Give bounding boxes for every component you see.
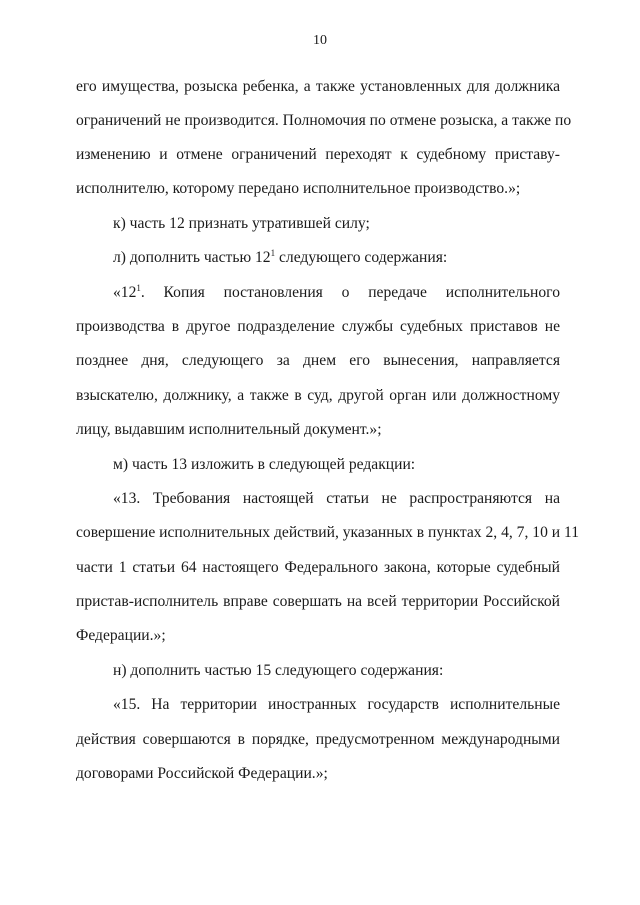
text-line: Федерации.»; [76, 627, 166, 644]
superscript: 1 [270, 248, 276, 258]
text-line: взыскателю, должнику, а также в суд, другой орган или должностному [76, 387, 560, 404]
text-line: ограничений не производится. Полномочия по отмене розыска, а также по [76, 112, 572, 129]
text-line [113, 283, 560, 303]
superscript: 1 [136, 283, 141, 293]
text-fragment: «12 [113, 284, 137, 301]
text-line: действия совершаются в порядке, предусмотренном международными [76, 731, 560, 748]
page-number: 10 [313, 33, 327, 48]
text-line: исполнителю, которому передано исполнительное производство.»; [76, 180, 521, 197]
text-line [113, 248, 560, 268]
text-line: м) часть 13 изложить в следующей редакции: [113, 456, 416, 473]
text-line: его имущества, розыска ребенка, а также установленных для должника [76, 78, 560, 95]
text-line: договорами Российской Федерации.»; [76, 765, 328, 782]
text-line: «13. Требования настоящей статьи не распространяются на [113, 490, 560, 507]
text-fragment: . Копия постановления о передаче исполнительного [140, 284, 560, 301]
text-line: части 1 статьи 64 настоящего Федерального закона, которые судебный [76, 559, 560, 576]
text-line: изменению и отмене ограничений переходят к судебному приставу- [76, 146, 560, 163]
text-fragment: следующего содержания: [275, 249, 448, 266]
text-line: производства в другое подразделение службы судебных приставов не [76, 318, 560, 335]
text-fragment: л) дополнить частью 12 [113, 249, 271, 266]
text-line: н) дополнить частью 15 следующего содержания: [113, 662, 444, 679]
text-line: совершение исполнительных действий, указанных в пунктах 2, 4, 7, 10 и 11 [76, 524, 580, 541]
text-line: к) часть 12 признать утратившей силу; [113, 215, 370, 232]
text-line: лицу, выдавшим исполнительный документ.»; [76, 421, 382, 438]
text-line: позднее дня, следующего за днем его вынесения, направляется [76, 352, 560, 369]
text-line: пристав-исполнитель вправе совершать на всей территории Российской [76, 593, 560, 610]
text-line: «15. На территории иностранных государств исполнительные [113, 696, 560, 713]
